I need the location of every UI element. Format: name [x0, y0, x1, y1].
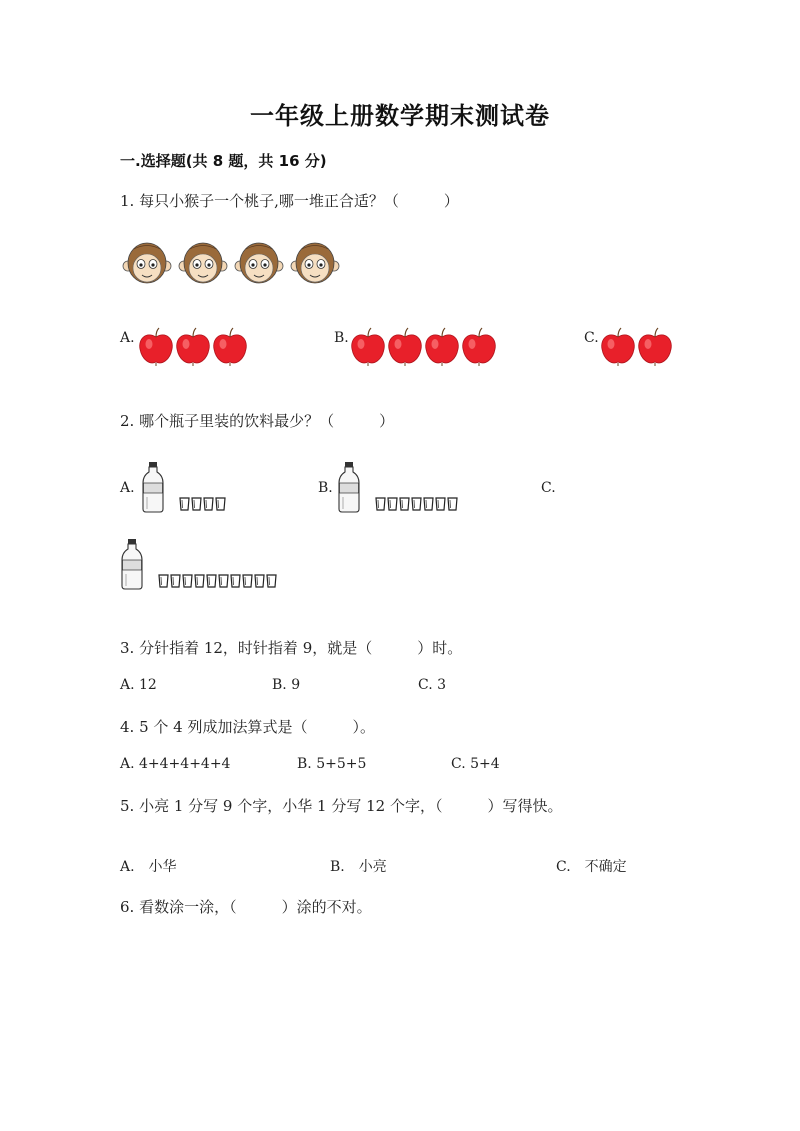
cup-icon: [215, 497, 226, 511]
q5-option-a: A. 小华: [120, 859, 177, 875]
question-1: 1. 每只小猴子一个桃子,哪一堆正合适？（ ）: [120, 192, 459, 210]
q3-option-b: B. 9: [272, 677, 301, 693]
q1-option-c-label: C.: [584, 330, 599, 346]
monkey-icon: [290, 240, 340, 286]
cup-icon: [266, 574, 277, 588]
q3-option-c: C. 3: [418, 677, 447, 693]
cup-icon: [375, 497, 386, 511]
question-6: 6. 看数涂一涂，（ ）涂的不对。: [120, 898, 372, 916]
cup-icon: [447, 497, 458, 511]
cup-icon: [230, 574, 241, 588]
question-2: 2. 哪个瓶子里装的饮料最少？（ ）: [120, 412, 395, 430]
cup-icon: [399, 497, 410, 511]
cup-icon: [387, 497, 398, 511]
cup-icon: [242, 574, 253, 588]
section-heading: 一.选择题(共 8 题，共 16 分): [120, 152, 327, 170]
q4-option-a: A. 4+4+4+4+4: [120, 756, 231, 772]
cup-icon: [411, 497, 422, 511]
q1-option-a-label: A.: [120, 330, 135, 346]
q2-option-c-drink: [120, 538, 277, 590]
question-3: 3. 分针指着 12，时针指着 9，就是（ ）时。: [120, 639, 463, 657]
q3-option-a: A. 12: [120, 677, 157, 693]
cup-icon: [182, 574, 193, 588]
cup-icon: [254, 574, 265, 588]
monkey-icon: [234, 240, 284, 286]
apple-icon: [461, 327, 497, 367]
cup-icon: [206, 574, 217, 588]
cup-icon: [218, 574, 229, 588]
monkey-icon: [178, 240, 228, 286]
apple-icon: [424, 327, 460, 367]
cup-group: [179, 497, 226, 511]
cup-icon: [194, 574, 205, 588]
q2-option-c-label: C.: [541, 480, 556, 496]
apple-icon: [138, 327, 174, 367]
cup-icon: [423, 497, 434, 511]
cup-icon: [170, 574, 181, 588]
page-title: 一年级上册数学期末测试卷: [250, 102, 550, 130]
apple-icon: [350, 327, 386, 367]
cup-icon: [435, 497, 446, 511]
apple-icon: [637, 327, 673, 367]
apple-icon: [387, 327, 423, 367]
q4-option-c: C. 5+4: [451, 756, 500, 772]
question-4: 4. 5 个 4 列成加法算式是（ ）。: [120, 718, 375, 736]
q2-option-b-drink: [337, 461, 458, 513]
apple-icon: [175, 327, 211, 367]
q1-option-c-apples: [600, 327, 674, 367]
q2-option-a-drink: [141, 461, 226, 513]
cup-group: [375, 497, 458, 511]
q4-option-b: B. 5+5+5: [297, 756, 367, 772]
bottle-icon: [120, 538, 144, 590]
apple-icon: [212, 327, 248, 367]
bottle-icon: [337, 461, 361, 513]
q5-option-b: B. 小亮: [330, 859, 387, 875]
q2-option-a-label: A.: [120, 480, 135, 496]
q1-option-b-apples: [350, 327, 498, 367]
cup-icon: [203, 497, 214, 511]
cup-icon: [179, 497, 190, 511]
q1-option-b-label: B.: [334, 330, 349, 346]
question-5: 5. 小亮 1 分写 9 个字，小华 1 分写 12 个字，（ ）写得快。: [120, 797, 563, 815]
bottle-icon: [141, 461, 165, 513]
q1-option-a-apples: [138, 327, 249, 367]
q5-option-c: C. 不确定: [556, 859, 627, 875]
cup-icon: [158, 574, 169, 588]
apple-icon: [600, 327, 636, 367]
cup-icon: [191, 497, 202, 511]
q2-option-b-label: B.: [318, 480, 333, 496]
cup-group: [158, 574, 277, 588]
monkey-row: [122, 240, 346, 286]
monkey-icon: [122, 240, 172, 286]
